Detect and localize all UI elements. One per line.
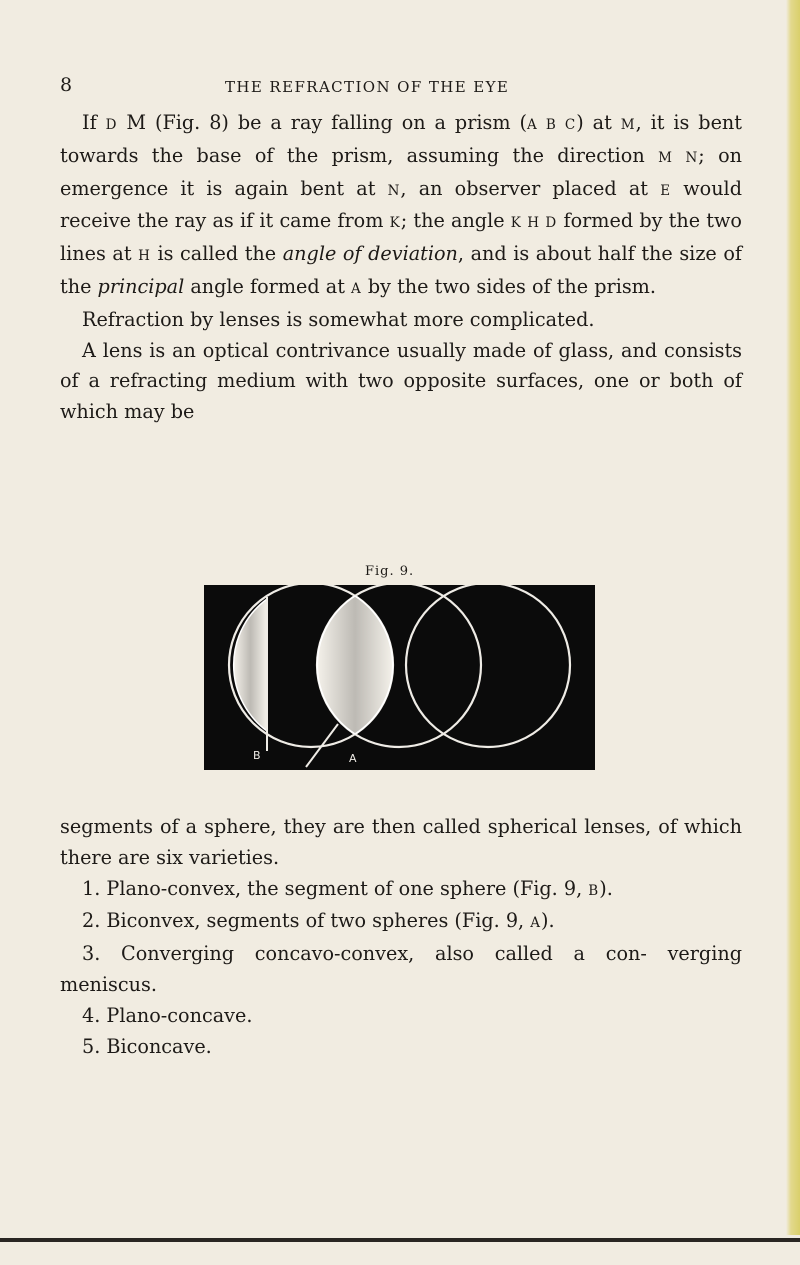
list-item-2: 2. Biconvex, segments of two spheres (Fig. 9, A). [82, 909, 555, 933]
list-item-1: 1. Plano-convex, the segment of one sphere (Fig. 9, B). [82, 876, 613, 900]
page-header [60, 74, 740, 104]
paragraph-spherical: segments of a sphere, they are then called spherical lenses, of which there are six varieties. [60, 815, 742, 869]
figure-label-a: A [349, 752, 357, 765]
bottom-rule [0, 1238, 800, 1242]
paragraph-lenses: Refraction by lenses is somewhat more complicated. [82, 307, 595, 331]
list-item-3: 3. Converging concavo-convex, also called a con- verging meniscus. [60, 942, 742, 996]
upper-text [60, 108, 742, 428]
paragraph-lens-definition: A lens is an optical contrivance usually made of glass, and consists of a refracting medium with two opposite surfaces, one or both of which may be [60, 338, 742, 424]
running-title: THE REFRACTION OF THE EYE [225, 78, 510, 96]
lower-text [60, 812, 742, 1062]
figure-label-b: B [253, 749, 261, 762]
list-item-4: 4. Plano-concave. [82, 1003, 253, 1027]
figure-lens-illustration [204, 585, 595, 770]
figure-caption: Fig. 9. [365, 564, 415, 579]
page-number: 8 [60, 74, 73, 96]
list-item-5: 5. Biconcave. [82, 1034, 212, 1058]
page-edge [786, 0, 800, 1235]
paragraph-prism: If D M (Fig. 8) be a ray falling on a prism (A B C) at M, it is bent towards the base of the prism, assuming the direction M N; on emergence it is again bent at N, an observer placed at E would receive the ray as if it came from K; the angle K H D formed by the two lines at H is called the angle of deviation, and is about half the size of the principal angle formed at A by the two sides of the prism. [60, 111, 743, 298]
